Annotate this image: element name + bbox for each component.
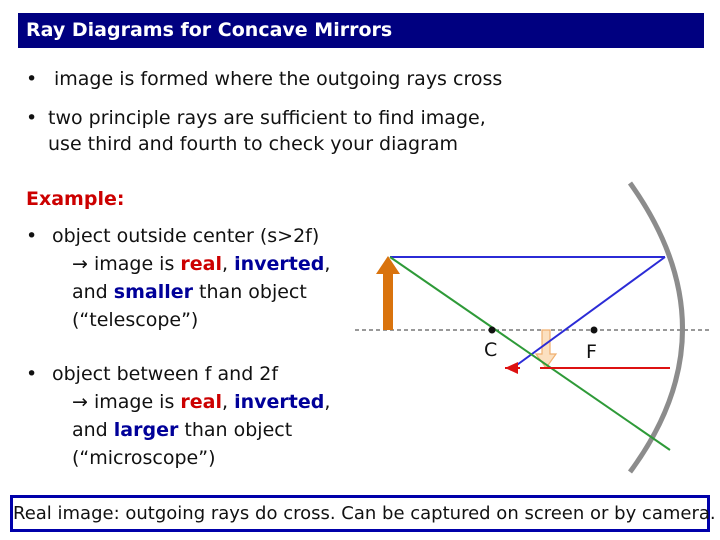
real-label: real bbox=[180, 253, 222, 275]
size-label: smaller bbox=[113, 281, 194, 303]
ray-through-focus bbox=[390, 257, 670, 450]
arrow-icon: → bbox=[72, 253, 88, 275]
case-condition: object outside center (s>2f) bbox=[52, 225, 320, 247]
size-label: larger bbox=[113, 419, 179, 441]
focal-point bbox=[591, 327, 598, 334]
case-result: → image is real, inverted, bbox=[72, 391, 331, 413]
object-arrow bbox=[376, 256, 400, 330]
bullet-text: image is formed where the outgoing rays cross bbox=[54, 68, 503, 90]
bullet-dot: • bbox=[26, 363, 38, 385]
inverted-label: inverted bbox=[234, 391, 325, 413]
bullet-dot: • bbox=[26, 225, 38, 247]
bullet-text: two principle rays are sufficient to find image, bbox=[48, 107, 486, 129]
bullet-dot: • bbox=[26, 107, 38, 129]
arrow-icon: → bbox=[72, 391, 88, 413]
case-example: (“telescope”) bbox=[72, 309, 199, 331]
focal-label: F bbox=[586, 341, 597, 363]
slide-title: Ray Diagrams for Concave Mirrors bbox=[18, 13, 704, 48]
case-size: and smaller than object bbox=[72, 281, 307, 303]
case-result: → image is real, inverted, bbox=[72, 253, 331, 275]
center-label: C bbox=[484, 339, 498, 361]
center-point bbox=[489, 327, 496, 334]
bullet-dot: • bbox=[26, 68, 38, 90]
footer-note: Real image: outgoing rays do cross. Can be captured on screen or by camera. bbox=[10, 495, 710, 532]
real-label: real bbox=[180, 391, 222, 413]
inverted-label: inverted bbox=[234, 253, 325, 275]
example-label: Example: bbox=[26, 188, 125, 210]
case-condition: object between f and 2f bbox=[52, 363, 279, 385]
case-size: and larger than object bbox=[72, 419, 293, 441]
bullet-text-continued: use third and fourth to check your diagram bbox=[48, 133, 459, 155]
case-example: (“microscope”) bbox=[72, 447, 216, 469]
